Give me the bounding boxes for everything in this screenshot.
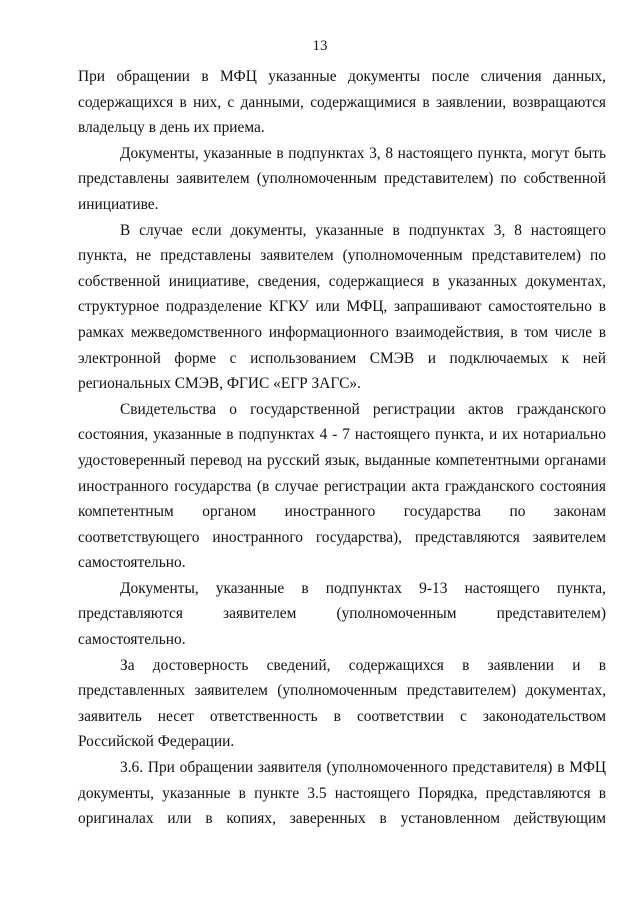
paragraph-interagency-request: В случае если документы, указанные в подпунктах 3, 8 настоящего пункта, не представлены заявителем (уполномоченным представителем) по собственной инициативе, сведения, содержащиеся в указанных документах, структурное подразделение КГКУ или МФЦ, запрашивают самостоятельно в рамках межведомственного информационного взаимодействия, в том числе в электронной форме с использованием СМЭВ и подключаемых к ней региональных СМЭВ, ФГИС «ЕГР ЗАГС». xyxy=(78,221,606,393)
document-body xyxy=(78,64,606,832)
paragraph-own-initiative: Документы, указанные в подпунктах 3, 8 настоящего пункта, могут быть представлены заявителем (уполномоченным представителем) по собственной инициативе. xyxy=(78,144,606,213)
page-number: 13 xyxy=(312,38,328,54)
paragraph-civil-status-certificates: Свидетельства о государственной регистрации актов гражданского состояния, указанные в подпунктах 4 - 7 настоящего пункта, и их нотариально удостоверенный перевод на русский язык, выданные компетентными органами иностранного государства (в случае регистрации акта гражданского состояния компетентным органом иностранного государства по законам соответствующего иностранного государства), представляются заявителем самостоятельно. xyxy=(78,400,606,572)
paragraph-return-documents: При обращении в МФЦ указанные документы после сличения данных, содержащихся в них, с данными, содержащимися в заявлении, возвращаются владельцу в день их приема. xyxy=(78,68,606,137)
paragraph-documents-9-13: Документы, указанные в подпунктах 9-13 настоящего пункта, представляются заявителем (уполномоченным представителем) самостоятельно. xyxy=(78,579,606,649)
paragraph-responsibility: За достоверность сведений, содержащихся в заявлении и в представленных заявителем (уполномоченным представителем) документах, заявитель несет ответственность в соответствии с законодательством Российской Федерации. xyxy=(78,656,606,751)
paragraph-section-3-6: 3.6. При обращении заявителя (уполномоченного представителя) в МФЦ документы, указанные в пункте 3.5 настоящего Порядка, представляются в оригиналах или в копиях, заверенных в установленном действующим xyxy=(78,759,606,828)
